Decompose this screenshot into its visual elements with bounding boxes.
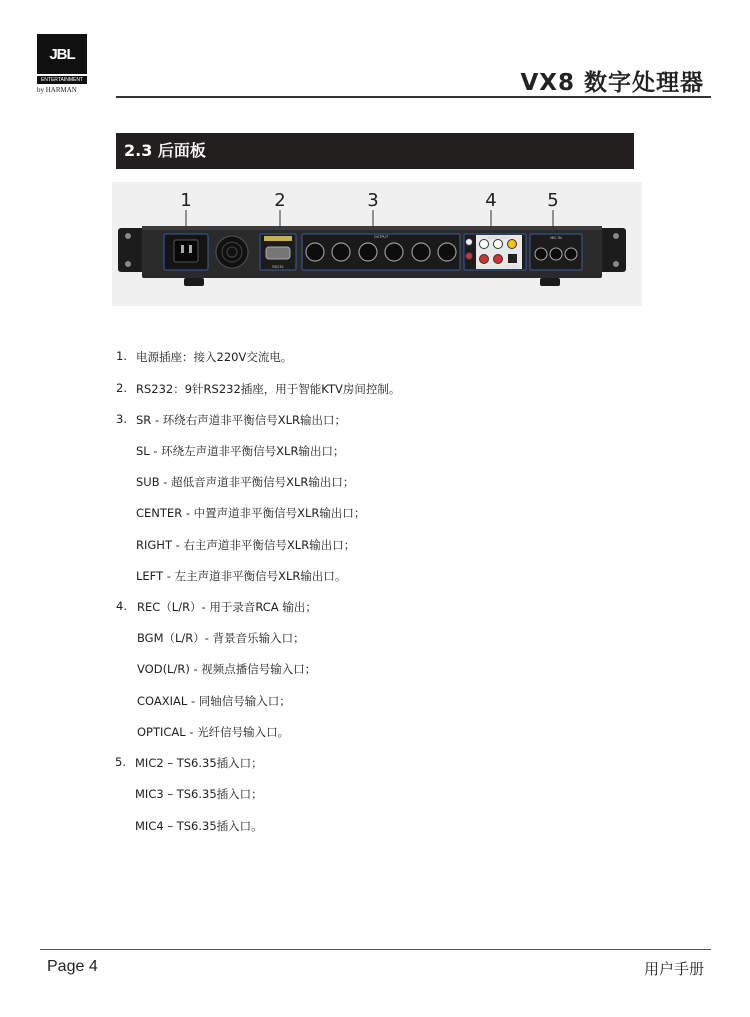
list-item <box>135 818 263 834</box>
optical-port <box>508 254 517 263</box>
rca-rec-l <box>466 239 473 246</box>
list-item <box>116 412 346 428</box>
item-text: BGM（L/R）- 背景音乐输入口； <box>137 631 305 645</box>
list-item <box>116 599 317 615</box>
footer-divider <box>40 949 711 950</box>
item-text: MIC4 – TS6.35插入口。 <box>135 819 263 833</box>
mic3-jack <box>550 248 562 260</box>
label-output: OUTPUT <box>373 235 389 239</box>
item-number: 2. <box>116 381 127 395</box>
item-text: RIGHT - 右主声道非平衡信号XLR输出口； <box>136 538 356 552</box>
label-optical: OPTICAL <box>504 265 520 269</box>
logo-brand: JBL <box>37 34 87 74</box>
label-rs232: RS232 <box>272 265 284 269</box>
list-item <box>135 786 263 802</box>
fan-grill <box>216 236 248 268</box>
list-item <box>116 381 400 397</box>
item-number: 4. <box>116 599 127 613</box>
list-item <box>137 661 316 677</box>
xlr-sr <box>306 243 324 261</box>
item-text: 电源插座：接入220V交流电。 <box>136 350 293 364</box>
item-text: MIC2 – TS6.35插入口； <box>135 756 263 770</box>
item-number: 1. <box>116 349 127 363</box>
item-text: SL - 环绕左声道非平衡信号XLR输出口； <box>136 444 345 458</box>
item-text: MIC3 – TS6.35插入口； <box>135 787 263 801</box>
xlr-sub <box>359 243 377 261</box>
callout-3: 3 <box>367 190 379 211</box>
item-text: SR - 环绕右声道非平衡信号XLR输出口； <box>136 413 347 427</box>
label-music-input: MUSIC INPUT <box>487 236 511 240</box>
list-item <box>137 724 289 740</box>
item-text: CENTER - 中置声道非平衡信号XLR输出口； <box>136 506 366 520</box>
item-text: VOD(L/R) - 视频点播信号输入口； <box>137 662 317 676</box>
xlr-left <box>438 243 456 261</box>
rear-panel-figure <box>112 182 642 306</box>
document-title: VX8 数字处理器 <box>520 70 704 96</box>
footer-manual-label: 用户手册 <box>643 960 704 978</box>
item-number: 3. <box>116 412 127 426</box>
item-number: 5. <box>115 755 126 769</box>
callout-1: 1 <box>180 190 192 211</box>
item-text: REC（L/R）- 用于录音RCA 输出； <box>137 600 317 614</box>
item-text: OPTICAL - 光纤信号输入口。 <box>137 725 290 739</box>
jbl-logo <box>37 34 93 94</box>
xlr-output-block <box>302 234 460 270</box>
list-item <box>115 755 263 771</box>
rca-rec-r <box>466 253 473 260</box>
list-item <box>136 474 354 490</box>
list-item <box>136 505 365 521</box>
logo-harman: by HARMAN <box>37 86 77 94</box>
callout-5: 5 <box>547 190 559 211</box>
section-heading: 2.3 后面板 <box>116 133 634 169</box>
item-text: LEFT - 左主声道非平衡信号XLR输出口。 <box>136 569 347 583</box>
list-item <box>136 568 346 584</box>
xlr-right <box>412 243 430 261</box>
xlr-sl <box>332 243 350 261</box>
logo-entertainment: ENTERTAINMENT <box>37 76 87 84</box>
mic2-jack <box>535 248 547 260</box>
list-item <box>137 630 305 646</box>
header-divider <box>116 96 711 98</box>
item-text: RS232：9针RS232插座，用于智能KTV房间控制。 <box>136 382 401 396</box>
label-mic-in: MIC IN <box>550 236 562 240</box>
callout-2: 2 <box>274 190 286 211</box>
page-number: Page 4 <box>47 958 98 975</box>
mic4-jack <box>565 248 577 260</box>
xlr-center <box>385 243 403 261</box>
item-text: COAXIAL - 同轴信号输入口； <box>137 694 291 708</box>
callout-4: 4 <box>485 190 497 211</box>
list-item <box>116 349 292 365</box>
item-text: SUB - 超低音声道非平衡信号XLR输出口； <box>136 475 355 489</box>
list-item <box>136 443 344 459</box>
list-item <box>137 693 291 709</box>
list-item <box>136 537 355 553</box>
